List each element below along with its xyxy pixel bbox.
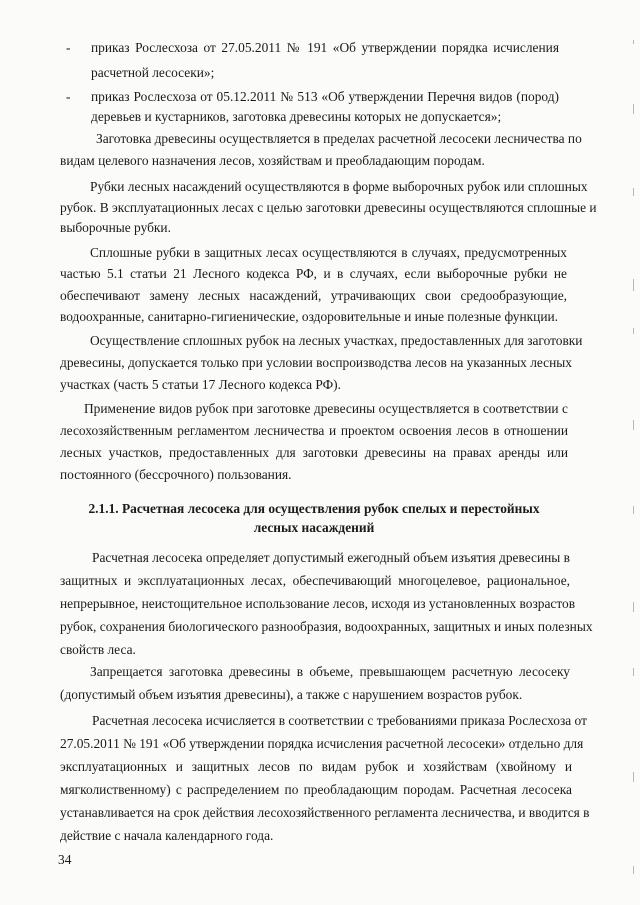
- scan-edge-mark: [633, 602, 634, 612]
- scan-edge-mark: [633, 772, 634, 782]
- paragraph-line: Осуществление сплошных рубок на лесных участках, предоставленных для заготовки: [90, 333, 583, 348]
- paragraph-line: устанавливается на срок действия лесохозяйственного регламента лесничества, и вводится в: [60, 805, 590, 820]
- paragraph-line: участках (часть 5 статьи 17 Лесного кодекса РФ).: [60, 377, 341, 392]
- bullet-text-line: приказ Рослесхоза от 05.12.2011 № 513 «Об утверждении Перечня видов (пород): [91, 89, 559, 104]
- paragraph-line: действие с начала календарного года.: [60, 828, 274, 843]
- scan-edge-mark: [633, 40, 634, 44]
- paragraph-line: Применение видов рубок при заготовке древесины осуществляется в соответствии с: [84, 401, 568, 416]
- paragraph-line: Расчетная лесосека исчисляется в соответствии с требованиями приказа Рослесхоза от: [92, 713, 587, 728]
- bullet-text-line: деревьев и кустарников, заготовка древесины которых не допускается»;: [91, 109, 502, 124]
- paragraph-line: свойств леса.: [60, 642, 136, 657]
- paragraph-line: обеспечивают замену лесных насаждений, утрачивающих свои средообразующие,: [60, 288, 567, 303]
- paragraph-line: выборочные рубки.: [60, 220, 171, 235]
- bullet-text-line: приказ Рослесхоза от 27.05.2011 № 191 «Об утверждении порядка исчисления: [91, 40, 559, 55]
- paragraph-line: Рубки лесных насаждений осуществляются в форме выборочных рубок или сплошных: [90, 179, 588, 194]
- paragraph-line: (допустимый объем изъятия древесины), а также с нарушением возрастов рубок.: [60, 687, 523, 702]
- paragraph-line: лесохозяйственным регламентом лесничества и проектом освоения лесов в отношении: [60, 423, 568, 438]
- bullet-marker: -: [66, 89, 71, 104]
- paragraph-line: рубок. В эксплуатационных лесах с целью заготовки древесины осуществляются сплошные и: [60, 200, 597, 215]
- paragraph-line: Сплошные рубки в защитных лесах осуществляются в случаях, предусмотренных: [90, 245, 567, 260]
- paragraph-line: Запрещается заготовка древесины в объеме, превышающем расчетную лесосеку: [90, 664, 570, 679]
- scan-edge-mark: [633, 668, 634, 676]
- bullet-text-line: расчетной лесосеки»;: [91, 65, 215, 80]
- page-number: 34: [58, 852, 72, 867]
- scan-edge-mark: [633, 188, 634, 196]
- scan-edge-mark: [633, 104, 634, 114]
- paragraph-line: видам целевого назначения лесов, хозяйствам и преобладающим породам.: [60, 153, 485, 168]
- paragraph-line: частью 5.1 статьи 21 Лесного кодекса РФ, и в случаях, если выборочные рубки не: [60, 266, 567, 281]
- paragraph-line: защитных и эксплуатационных лесах, обеспечивающий многоцелевое, рациональное,: [60, 573, 570, 588]
- paragraph-line: эксплуатационных и защитных лесов по видам рубок и хозяйствам (хвойному и: [60, 759, 572, 774]
- paragraph-line: мягколиственному) с распределением по преобладающим породам. Расчетная лесосека: [60, 782, 572, 797]
- bullet-marker: -: [66, 40, 71, 55]
- paragraph-line: постоянного (бессрочного) пользования.: [60, 467, 292, 482]
- paragraph-line: непрерывное, неистощительное использование лесов, исходя из установленных возрастов: [60, 596, 576, 611]
- paragraph-line: Расчетная лесосека определяет допустимый ежегодный объем изъятия древесины в: [92, 550, 570, 565]
- paragraph-line: рубок, сохранения биологического разнообразия, водоохранных, защитных и иных полезных: [60, 619, 593, 634]
- section-heading-line: 2.1.1. Расчетная лесосека для осуществления рубок спелых и перестойных: [88, 501, 540, 516]
- paragraph-line: Заготовка древесины осуществляется в пределах расчетной лесосеки лесничества по: [96, 131, 582, 146]
- scan-edge-mark: [633, 506, 634, 514]
- paragraph-line: 27.05.2011 № 191 «Об утверждении порядка исчисления расчетной лесосеки» отдельно для: [60, 736, 584, 751]
- scan-edge-mark: [633, 420, 634, 430]
- paragraph-line: лесных участков, предоставленных для заготовки древесины на правах аренды или: [60, 445, 568, 460]
- section-heading-line: лесных насаждений: [253, 520, 375, 535]
- scan-edge-mark: [633, 279, 634, 291]
- scan-edge-mark: [633, 328, 634, 334]
- paragraph-line: водоохранные, санитарно-гигиенические, оздоровительные и иные полезные функции.: [60, 309, 559, 324]
- paragraph-line: древесины, допускается только при условии воспроизводства лесов на указанных лесных: [60, 355, 572, 370]
- scan-edge-mark: [633, 866, 634, 874]
